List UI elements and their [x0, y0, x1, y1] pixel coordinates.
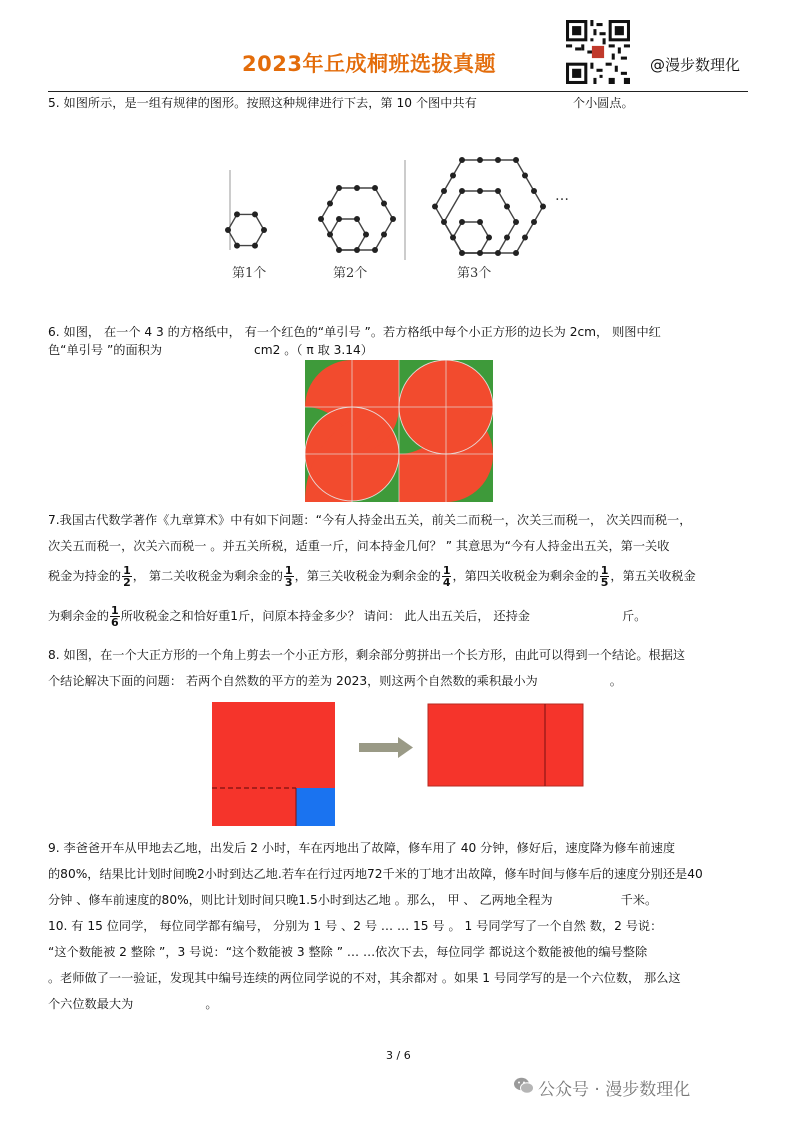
qr-code-icon — [566, 20, 630, 84]
result-rectangle — [428, 704, 583, 786]
brand-handle: @漫步数理化 — [650, 56, 741, 74]
q7-l4-b: 所收税金之和恰好重1斤，问原本持金多少？ 请问： 此人出五关后， 还持金 — [120, 609, 530, 623]
q9-line-3 — [48, 892, 657, 908]
q7-line-2: 次关五而税一，次关六而税一 。并五关所税，适重一斤，问本持金几何？ ” 其意思为“今有人持金出五关，第一关收 — [48, 539, 670, 553]
hexagon-figure-2-dots — [318, 185, 396, 253]
fraction-half: $\frac{1}{2}$ — [123, 564, 131, 589]
page-title: 2023年丘成桐班选拔真题 — [242, 52, 496, 76]
q8-line-2 — [48, 673, 622, 689]
q5-text-b: 个小圆点。 — [572, 96, 634, 110]
q7-l4-c: 斤。 — [621, 609, 647, 623]
hexagon-figure-3-dots — [432, 157, 546, 256]
q9-line-1: 9. 李爸爸开车从甲地去乙地，出发后 2 小时，车在丙地出了故障，修车用了 40 分钟，修好后，速度降为修车前速度 — [48, 841, 676, 855]
q6-line-2 — [48, 342, 373, 358]
q7-l3-a: 税金为持金的 — [48, 569, 122, 583]
q8-line-2a: 个结论解决下面的问题： 若两个自然数的平方的差为 2023，则这两个自然数的乘积最小为 — [48, 674, 538, 688]
footer-account: 公众号 · 漫步数理化 — [538, 1080, 691, 1100]
hexagon-figure-1-dots — [225, 211, 267, 248]
header-divider — [48, 91, 748, 92]
q6-line-2b: cm2 。（ π 取 3.14） — [254, 343, 373, 357]
q8-line-1: 8. 如图，在一个大正方形的一个角上剪去一个小正方形，剩余部分剪拼出一个长方形，由此可以得到一个结论。根据这 — [48, 648, 686, 662]
q7-line-1: 7.我国古代数学著作《九章算术》中有如下问题：“今有人持金出五关，前关二而税一，次关三而税一， 次关四而税一， — [48, 513, 692, 527]
q10-line-3: 。老师做了一一验证，发现其中编号连续的两位同学说的不对，其余都对 。如果 1 号同学写的是一个六位数， 那么这 — [48, 971, 681, 985]
q5-label-3: 第3个 — [457, 266, 492, 281]
small-square — [296, 788, 335, 826]
hexagon-figure-1 — [228, 214, 264, 245]
q7-l3-d: ，第四关收税金为剩余金的 — [452, 569, 599, 583]
q10-line-4b: 。 — [205, 997, 218, 1011]
q5-hexagon-figure — [210, 140, 590, 290]
q9-line-2: 的80%，结果比计划时间晚2小时到达乙地.若车在行过丙地72千米的丁地才出故障，修车时间与修车后的速度分别还是40 — [48, 867, 703, 881]
q5-text-a: 5. 如图所示，是一组有规律的图形。按照这种规律进行下去，第 10 个图中共有 — [48, 96, 477, 110]
q9-line-3b: 千米。 — [620, 893, 658, 907]
q5-ellipsis: … — [555, 188, 569, 204]
q8-line-2b: 。 — [609, 674, 622, 688]
fraction-quarter: $\frac{1}{4}$ — [442, 564, 451, 589]
q7-l4-a: 为剩余金的 — [48, 609, 109, 623]
q10-line-1: 10. 有 15 位同学， 每位同学都有编号， 分别为 1 号 、2 号 … … 15 号 。 1 号同学写了一个自然 数，2 号说： — [48, 919, 663, 933]
page-number: 3 / 6 — [386, 1049, 411, 1062]
q10-line-4 — [48, 996, 218, 1012]
q6-line-2a: 色“单引号 ”的面积为 — [48, 343, 163, 357]
q7-l3-c: ，第三关收税金为剩余金的 — [294, 569, 441, 583]
q7-line-4 — [48, 602, 646, 630]
q5-label-1: 第1个 — [232, 266, 267, 281]
q10-line-4a: 个六位数最大为 — [48, 997, 134, 1011]
fraction-sixth: $\frac{1}{6}$ — [110, 604, 119, 629]
fraction-third: $\frac{1}{3}$ — [284, 564, 293, 589]
q7-line-3 — [48, 562, 696, 590]
q5-text — [48, 95, 634, 111]
arrow-right-icon — [359, 737, 413, 758]
q8-square-figure — [212, 702, 592, 830]
q6-line-1: 6. 如图， 在一个 4 3 的方格纸中， 有一个红色的“单引号 ”。若方格纸中每个小正方形的边长为 2cm， 则图中红 — [48, 325, 661, 339]
q5-label-2: 第2个 — [333, 266, 368, 281]
q10-line-2: “这个数能被 2 整除 ”，3 号说：“这个数能被 3 整除 ” … …依次下去，每位同学 都说这个数能被他的编号整除 — [48, 945, 648, 959]
wechat-icon — [513, 1076, 535, 1096]
fraction-fifth: $\frac{1}{5}$ — [600, 564, 609, 589]
q6-quote-figure — [305, 360, 493, 502]
q9-line-3a: 分钟 、修车前速度的80%，则比计划时间只晚1.5小时到达乙地 。那么， 甲 、 乙两地全程为 — [48, 893, 553, 907]
q7-l3-b: ， 第二关收税金为剩余金的 — [132, 569, 283, 583]
q7-l3-e: ，第五关收税金 — [610, 569, 696, 583]
